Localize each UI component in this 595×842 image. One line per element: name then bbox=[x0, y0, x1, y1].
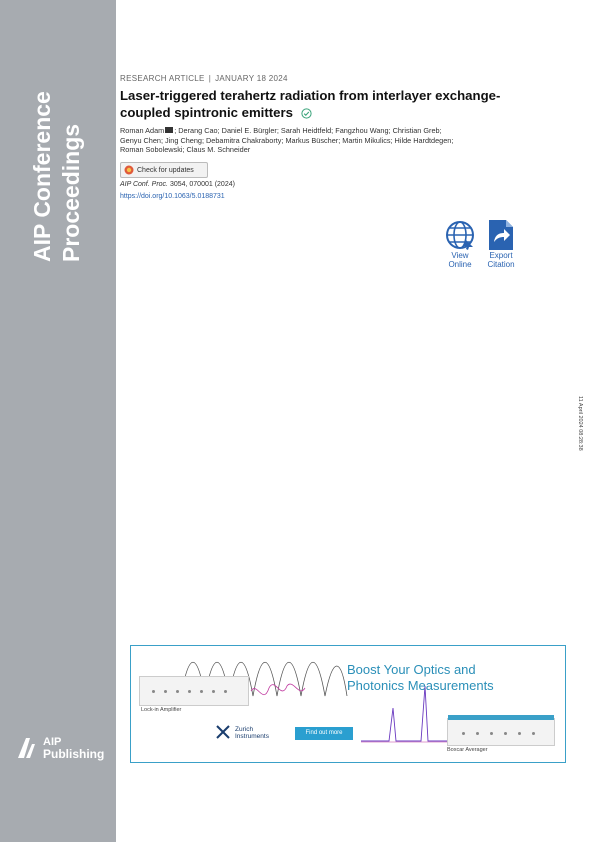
verified-check-icon bbox=[301, 108, 312, 119]
brand-line1: Zurich bbox=[235, 726, 254, 733]
journal-abbrev: AIP Conf. Proc. bbox=[120, 181, 168, 188]
aip-logo-icon bbox=[16, 736, 40, 760]
find-out-more-button[interactable]: Find out more bbox=[295, 727, 353, 740]
article-title bbox=[120, 87, 540, 121]
author-link[interactable]: Roman Adam bbox=[120, 126, 165, 135]
publisher-line1: AIP bbox=[43, 736, 62, 748]
export-icon bbox=[489, 220, 513, 250]
article-meta bbox=[120, 74, 288, 83]
doi-link[interactable]: https://doi.org/10.1063/5.0188731 bbox=[120, 193, 225, 200]
ad-headline-line1: Boost Your Optics and bbox=[347, 662, 476, 677]
view-label-line2: Online bbox=[448, 260, 472, 269]
zi-logo-icon bbox=[215, 724, 231, 740]
journal-title bbox=[28, 52, 88, 262]
author-list bbox=[120, 126, 500, 155]
advertisement-banner[interactable] bbox=[130, 645, 566, 763]
boxcar-averager-image bbox=[447, 718, 555, 746]
publisher-line2: Publishing bbox=[43, 747, 105, 761]
article-date: JANUARY 18 2024 bbox=[215, 74, 288, 83]
authors-line2: Genyu Chen; Jing Cheng; Debamitra Chakraborty; Markus Büscher; Martin Mikulics; Hilde Hardtdegen; bbox=[120, 135, 454, 145]
globe-icon bbox=[445, 220, 475, 250]
article-type: RESEARCH ARTICLE bbox=[120, 74, 205, 83]
meta-separator: | bbox=[208, 74, 212, 83]
authors-line3: Roman Sobolewski; Claus M. Schneider bbox=[120, 145, 251, 155]
lock-in-amplifier-image bbox=[139, 676, 249, 706]
download-timestamp: 11 April 2024 08:28:38 bbox=[577, 396, 583, 451]
check-updates-button[interactable] bbox=[120, 162, 208, 178]
citation-volume: 3054, 070001 (2024) bbox=[169, 181, 235, 188]
export-label-line2: Citation bbox=[487, 260, 515, 269]
brand-line2: Instruments bbox=[235, 733, 269, 740]
export-label-line1: Export bbox=[489, 251, 513, 260]
journal-title-line2: Proceedings bbox=[58, 123, 84, 262]
check-updates-label: Check for updates bbox=[137, 166, 194, 174]
ad-headline bbox=[347, 662, 494, 694]
article-title-text: Laser-triggered terahertz radiation from interlayer exchange-coupled spintronic emitters bbox=[120, 88, 501, 120]
ad-headline-line2: Photonics Measurements bbox=[347, 678, 494, 693]
device1-label: Lock-in Amplifier bbox=[141, 707, 182, 713]
publisher-logo bbox=[16, 736, 111, 762]
view-label-line1: View bbox=[451, 251, 469, 260]
citation bbox=[120, 181, 235, 188]
crossmark-icon bbox=[124, 165, 134, 175]
sidebar bbox=[0, 0, 116, 842]
view-online-button[interactable] bbox=[441, 220, 479, 269]
device2-label: Boxcar Averager bbox=[447, 747, 488, 753]
export-citation-button[interactable] bbox=[482, 220, 520, 269]
email-icon[interactable] bbox=[165, 127, 173, 133]
authors-line1: ; Derang Cao; Daniel E. Bürgler; Sarah Heidtfeld; Fangzhou Wang; Christian Greb; bbox=[174, 126, 442, 135]
journal-title-line1: AIP Conference bbox=[29, 91, 55, 262]
zurich-instruments-logo bbox=[215, 724, 287, 742]
